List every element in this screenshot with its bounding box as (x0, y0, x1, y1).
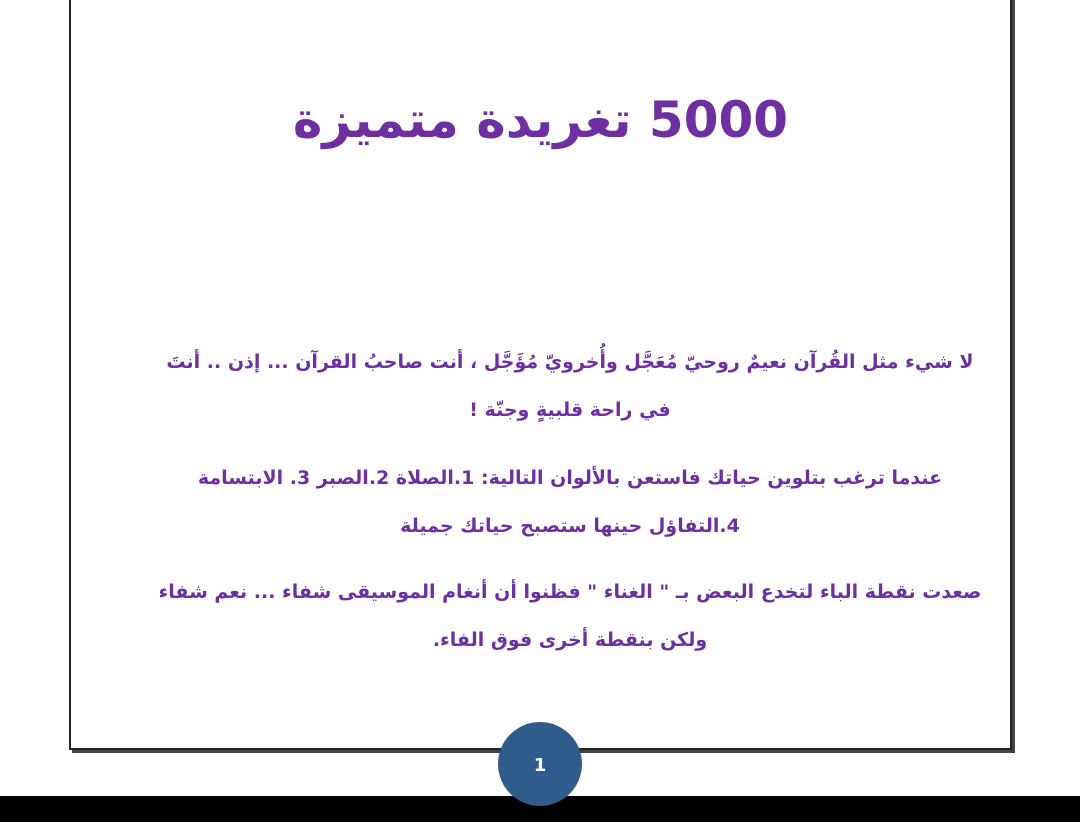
paragraph-quran: لا شيء مثل القُرآن نعيمٌ روحيّ مُعَجَّل وأُخرويّ مُؤَجَّل ، أنت صاحبُ القرآن ... إذن .. أنتَ في راحة قلبيةٍ وجنّة ! (166, 351, 974, 421)
page-title: 5000 تغريدة متميزة (292, 91, 789, 149)
paragraph-colors-of-life: عندما ترغب بتلوين حياتك فاستعن بالألوان التالية: 1.الصلاة 2.الصبر 3. الابتسامة 4.التفاؤل حينها ستصبح حياتك جميلة (197, 467, 943, 537)
page-number-badge: 1 (498, 722, 582, 806)
paragraph-music: صعدت نقطة الباء لتخدع البعض بـ " الغناء " فظنوا أن أنغام الموسيقى شفاء ... نعم شفاء ولكن بنقطة أخرى فوق الفاء. (158, 581, 982, 651)
